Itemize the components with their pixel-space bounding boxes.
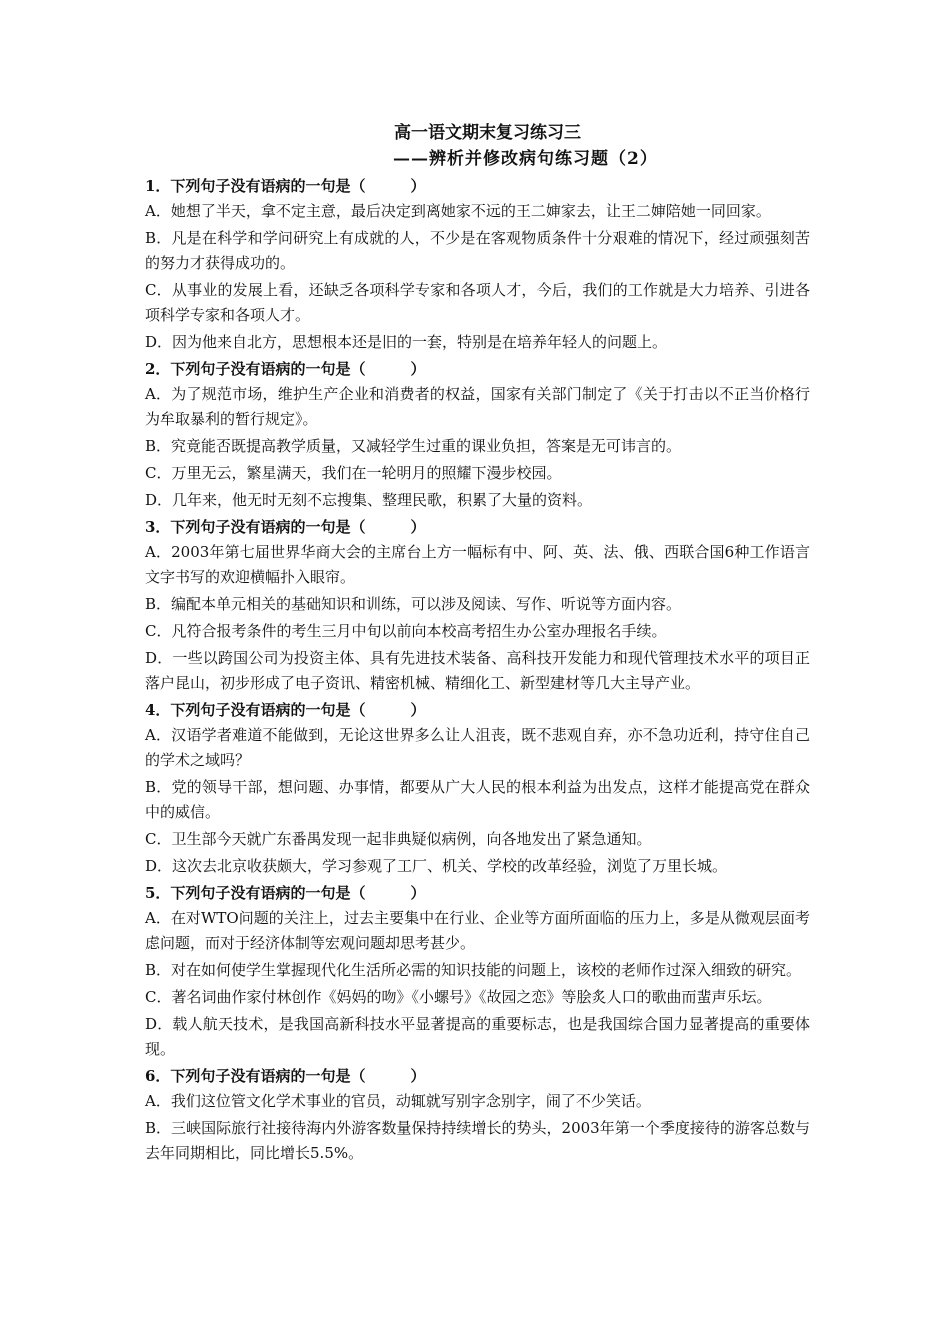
- question-stem: 3．下列句子没有语病的一句是（ ）: [145, 518, 426, 536]
- option-a: A．我们这位管文化学术事业的官员，动辄就写别字念别字，闹了不少笑话。: [145, 1092, 651, 1110]
- question-6: [145, 1064, 810, 1166]
- option-b: B．对在如何使学生掌握现代化生活所必需的知识技能的问题上，该校的老师作过深入细致的研究。: [145, 961, 802, 979]
- option-d: D．这次去北京收获颇大，学习参观了工厂、机关、学校的改革经验，浏览了万里长城。: [145, 857, 728, 875]
- option-b: B．党的领导干部，想问题、办事情，都要从广大人民的根本利益为出发点，这样才能提高党在群众中的威信。: [145, 778, 810, 821]
- document-title: 高一语文期末复习练习三: [394, 123, 581, 143]
- question-2: [145, 357, 810, 513]
- option-d: D．一些以跨国公司为投资主体、具有先进技术装备、高科技开发能力和现代管理技术水平的项目正落户昆山，初步形成了电子资讯、精密机械、精细化工、新型建材等几大主导产业。: [145, 649, 810, 692]
- option-c: C．从事业的发展上看，还缺乏各项科学专家和各项人才，今后，我们的工作就是大力培养、引进各项科学专家和各项人才。: [145, 281, 810, 324]
- question-stem: 6．下列句子没有语病的一句是（ ）: [145, 1067, 426, 1085]
- option-a: A．在对WTO问题的关注上，过去主要集中在行业、企业等方面所面临的压力上，多是从微观层面考虑问题，而对于经济体制等宏观问题却思考甚少。: [145, 909, 810, 952]
- option-a: A．为了规范市场，维护生产企业和消费者的权益，国家有关部门制定了《关于打击以不正当价格行为牟取暴利的暂行规定》。: [145, 385, 810, 428]
- option-d: D．载人航天技术，是我国高新科技水平显著提高的重要标志，也是我国综合国力显著提高的重要体现。: [145, 1015, 810, 1058]
- option-b: B．凡是在科学和学问研究上有成就的人，不少是在客观物质条件十分艰难的情况下，经过顽强刻苦的努力才获得成功的。: [145, 229, 810, 272]
- option-b: B．究竟能否既提高教学质量，又减轻学生过重的课业负担，答案是无可讳言的。: [145, 437, 682, 455]
- option-c: C．卫生部今天就广东番禺发现一起非典疑似病例，向各地发出了紧急通知。: [145, 830, 652, 848]
- question-stem: 2．下列句子没有语病的一句是（ ）: [145, 360, 426, 378]
- question-stem: 4．下列句子没有语病的一句是（ ）: [145, 701, 426, 719]
- option-b: B．编配本单元相关的基础知识和训练，可以涉及阅读、写作、听说等方面内容。: [145, 595, 682, 613]
- question-4: [145, 698, 810, 879]
- option-a: A．她想了半天，拿不定主意，最后决定到离她家不远的王二婶家去，让王二婶陪她一同回家。: [145, 202, 771, 220]
- question-3: [145, 515, 810, 696]
- question-1: [145, 174, 810, 355]
- document-subtitle: ——辨析并修改病句练习题（2）: [393, 149, 658, 169]
- option-a: A．2003年第七届世界华商大会的主席台上方一幅标有中、阿、英、法、俄、西联合国6种工作语言文字书写的欢迎横幅扑入眼帘。: [145, 543, 810, 586]
- option-c: C．凡符合报考条件的考生三月中旬以前向本校高考招生办公室办理报名手续。: [145, 622, 667, 640]
- option-b: B．三峡国际旅行社接待海内外游客数量保持持续增长的势头，2003年第一个季度接待的游客总数与去年同期相比，同比增长5.5%。: [145, 1119, 810, 1162]
- option-c: C．著名词曲作家付林创作《妈妈的吻》《小螺号》《故园之恋》等脍炙人口的歌曲而蜚声乐坛。: [145, 988, 772, 1006]
- question-5: [145, 881, 810, 1062]
- option-c: C．万里无云，繁星满天，我们在一轮明月的照耀下漫步校园。: [145, 464, 562, 482]
- option-d: D．几年来，他无时无刻不忘搜集、整理民歌，积累了大量的资料。: [145, 491, 593, 509]
- option-d: D．因为他来自北方，思想根本还是旧的一套，特别是在培养年轻人的问题上。: [145, 333, 668, 351]
- document-content: [145, 120, 810, 1168]
- question-stem: 1．下列句子没有语病的一句是（ ）: [145, 177, 426, 195]
- question-stem: 5．下列句子没有语病的一句是（ ）: [145, 884, 426, 902]
- option-a: A．汉语学者难道不能做到，无论这世界多么让人沮丧，既不悲观自弃，亦不急功近利，持守住自己的学术之域吗？: [145, 726, 810, 769]
